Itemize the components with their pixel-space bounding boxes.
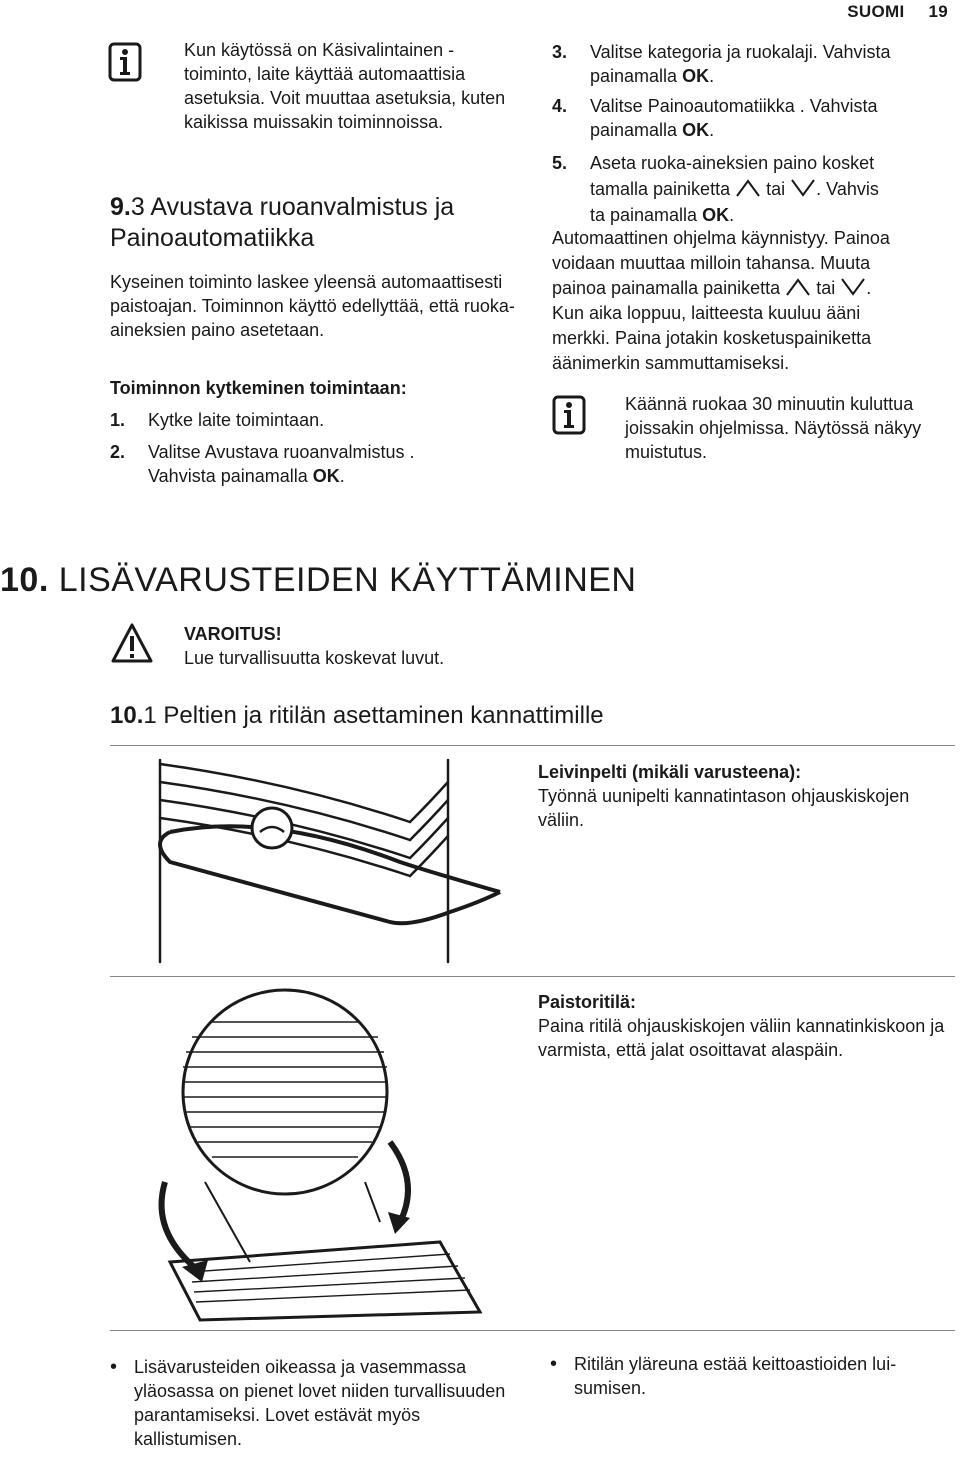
- baking-tray-text: Työnnä uunipelti kannatintason ohjauskiskojen väliin.: [538, 786, 910, 830]
- auto-line: Kun aika loppuu, laitteesta kuuluu ääni: [552, 303, 861, 323]
- chevron-down-icon: [790, 178, 816, 198]
- page-number: 19: [928, 2, 948, 21]
- subsection-number: 10.: [110, 702, 144, 729]
- tai-word: tai: [766, 179, 786, 199]
- step-text: Valitse Painoautomatiikka . Vahvista: [590, 96, 878, 116]
- warning-block: [184, 622, 584, 670]
- step-number: 1.: [110, 410, 126, 430]
- period: .: [709, 120, 715, 140]
- page-header: [847, 2, 948, 22]
- ok-label: OK: [682, 120, 710, 140]
- chapter-10-title: [0, 560, 636, 600]
- section-title-line2: Painoautomatiikka: [110, 224, 315, 252]
- chevron-up-icon: [785, 277, 811, 297]
- section-9-3-title: [110, 192, 530, 254]
- step-text: . Vahvis: [816, 179, 879, 199]
- step-text: Kytke laite toimintaan.: [148, 410, 325, 430]
- step-text: Valitse kategoria ja ruokalaji. Vahvista: [590, 42, 891, 62]
- section-number: 9.: [110, 193, 131, 221]
- step-text: ta painamalla: [590, 205, 703, 225]
- info-icon: [108, 42, 142, 82]
- auto-line: painoa painamalla painiketta: [552, 278, 781, 298]
- divider: [110, 1330, 955, 1331]
- step-number: 5.: [552, 153, 568, 173]
- step-number: 3.: [552, 42, 568, 62]
- warning-triangle-icon: [110, 622, 154, 664]
- wire-shelf-description: [538, 990, 953, 1062]
- step-text: Aseta ruoka-aineksien paino kosket: [590, 153, 875, 173]
- auto-program-paragraph: [552, 226, 957, 376]
- ok-label: OK: [702, 205, 730, 225]
- subsection-number-suffix: 1: [143, 702, 157, 729]
- wire-shelf-illustration: [110, 982, 530, 1322]
- step-text: painamalla: [590, 66, 683, 86]
- wire-shelf-text: Paina ritilä ohjauskiskojen väliin kannatinkiskoon ja varmista, että jalat osoittavat alaspäin.: [538, 1016, 945, 1060]
- auto-line: äänimerkin sammuttamiseksi.: [552, 353, 790, 373]
- info-note-manual: Kun käytössä on Käsivalintainen - toiminto, laite käyttää automaattisia asetuksia. Voit muuttaa asetuksia, kuten kaikissa muissakin toiminnoissa.: [184, 40, 506, 132]
- step-text: Valitse Avustava ruoanvalmistus .: [148, 442, 415, 462]
- baking-tray-title: Leivinpelti (mikäli varusteena):: [538, 762, 802, 782]
- step-number: 2.: [110, 442, 126, 462]
- subsection-10-1-title: [110, 700, 604, 731]
- auto-line: merkki. Paina jotakin kosketuspainiketta: [552, 328, 872, 348]
- auto-line: .: [866, 278, 872, 298]
- step-3: [552, 40, 952, 88]
- step-5: [552, 150, 952, 228]
- ok-label: OK: [312, 466, 340, 486]
- divider: [110, 745, 955, 746]
- step-text: painamalla: [590, 120, 683, 140]
- section-title-line1: Avustava ruoanvalmistus ja: [150, 193, 455, 221]
- period: .: [339, 466, 345, 486]
- section-number-suffix: 3: [130, 193, 145, 221]
- baking-tray-illustration: [110, 752, 530, 974]
- period: .: [729, 205, 735, 225]
- step-text: Vahvista painamalla: [148, 466, 313, 486]
- chevron-up-icon: [735, 178, 761, 198]
- step-text: tamalla painiketta: [590, 179, 731, 199]
- wire-shelf-title: Paistoritilä:: [538, 992, 637, 1012]
- info-note-turn-food: Käännä ruokaa 30 minuutin kuluttua joissakin ohjelmissa. Näytössä näkyy muistutus.: [625, 394, 922, 462]
- step-number: 4.: [552, 96, 568, 116]
- subheading-enable: Toiminnon kytkeminen toimintaan:: [110, 378, 407, 398]
- warning-title: VAROITUS!: [184, 624, 282, 644]
- ok-label: OK: [682, 66, 710, 86]
- info-icon: [552, 395, 586, 435]
- step-2: [110, 440, 530, 488]
- chapter-number: 10.: [0, 561, 49, 599]
- period: .: [709, 66, 715, 86]
- section-intro: Kyseinen toiminto laskee yleensä automaattisesti paistoajan. Toiminnon käyttö edellyttää, että ruoka-aineksien paino asetetaan.: [110, 272, 515, 340]
- step-1: [110, 408, 324, 432]
- subsection-title: Peltien ja ritilän asettaminen kannattimille: [163, 702, 604, 729]
- tai-word: tai: [816, 278, 836, 298]
- divider: [110, 976, 955, 977]
- auto-line: Automaattinen ohjelma käynnistyy. Painoa: [552, 228, 890, 248]
- language-label: SUOMI: [847, 2, 905, 21]
- list-item: • Lisävarusteiden oikeassa ja vasemmassa yläosassa on pienet lovet niiden turvallisuuden parantamiseksi. Lovet estävät myös kallistumisen.: [110, 1355, 520, 1451]
- warning-text: Lue turvallisuutta koskevat luvut.: [184, 648, 445, 668]
- baking-tray-description: [538, 760, 953, 832]
- list-item: • Ritilän yläreuna estää keittoastioiden luisumisen.: [550, 1352, 955, 1400]
- chapter-title: LISÄVARUSTEIDEN KÄYTTÄMINEN: [58, 561, 637, 599]
- chevron-down-icon: [840, 277, 866, 297]
- auto-line: voidaan muuttaa milloin tahansa. Muuta: [552, 253, 871, 273]
- bullet-list-right: [550, 1352, 955, 1400]
- bullet-list-left: [110, 1355, 520, 1451]
- step-4: [552, 94, 952, 142]
